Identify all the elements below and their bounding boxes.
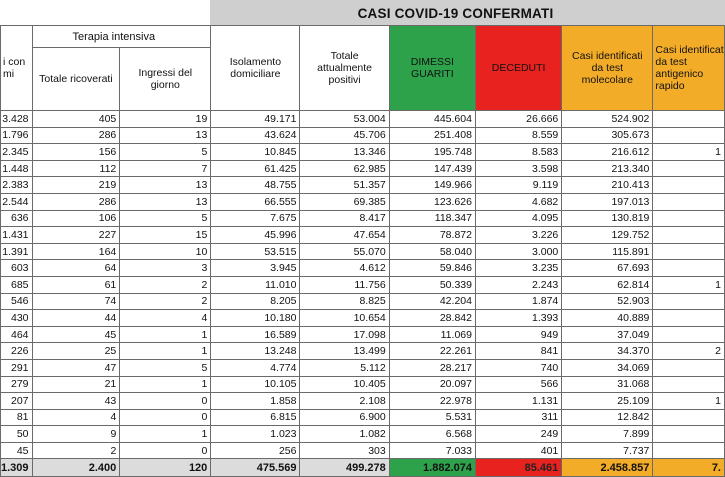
table-cell: 311 (475, 409, 561, 426)
table-cell: 34.370 (562, 343, 653, 360)
table-cell: 841 (475, 343, 561, 360)
table-cell: 1 (120, 426, 211, 443)
header-deceduti-text: DECEDUTI (491, 62, 546, 74)
total-cell: 7. (653, 459, 725, 477)
header-test-antigenico-text: Casi identificat da test antigenico rapido (655, 44, 724, 92)
table-cell: 5 (120, 144, 211, 161)
table-cell: 10 (120, 243, 211, 260)
table-cell: 279 (1, 376, 33, 393)
table-cell: 147.439 (389, 160, 475, 177)
table-cell: 3.598 (475, 160, 561, 177)
table-cell: 2.243 (475, 276, 561, 293)
table-cell (653, 326, 725, 343)
table-cell: 62.814 (562, 276, 653, 293)
table-cell: 11.069 (389, 326, 475, 343)
table-cell: 13.346 (300, 144, 389, 161)
table-cell: 6.815 (211, 409, 300, 426)
table-cell: 10.405 (300, 376, 389, 393)
table-cell: 62.985 (300, 160, 389, 177)
table-cell: 1.082 (300, 426, 389, 443)
table-cell: 2.383 (1, 177, 33, 194)
table-cell: 4.774 (211, 359, 300, 376)
header-dimessi (389, 26, 475, 111)
header-terapia-intensiva (32, 26, 211, 48)
table-cell: 286 (32, 127, 120, 144)
table-cell: 45.706 (300, 127, 389, 144)
table-cell: 6.900 (300, 409, 389, 426)
table-cell: 164 (32, 243, 120, 260)
table-row (1, 310, 725, 327)
table-cell: 1.391 (1, 243, 33, 260)
table-cell: 61.425 (211, 160, 300, 177)
table-cell: 1 (653, 144, 725, 161)
table-cell: 40.889 (562, 310, 653, 327)
header-ingressi-giorno (120, 48, 211, 111)
table-cell (653, 426, 725, 443)
table-cell: 227 (32, 227, 120, 244)
header-col0 (1, 26, 33, 111)
table-cell: 8.559 (475, 127, 561, 144)
table-cell: 0 (120, 442, 211, 459)
header-totale-positivi-text: Totale attualmente positivi (317, 50, 373, 86)
table-cell: 546 (1, 293, 33, 310)
table-cell: 226 (1, 343, 33, 360)
table-row (1, 426, 725, 443)
table-cell: 10.105 (211, 376, 300, 393)
table-row (1, 111, 725, 128)
table-row (1, 193, 725, 210)
table-cell: 3.235 (475, 260, 561, 277)
table-cell: 48.755 (211, 177, 300, 194)
table-cell: 7.033 (389, 442, 475, 459)
table-cell: 22.978 (389, 393, 475, 410)
table-cell: 1.131 (475, 393, 561, 410)
banner-title-text: CASI COVID-19 CONFERMATI (357, 6, 554, 21)
table-cell: 524.902 (562, 111, 653, 128)
table-row (1, 160, 725, 177)
table-cell: 8.825 (300, 293, 389, 310)
table-cell: 7 (120, 160, 211, 177)
table-cell (653, 127, 725, 144)
table-cell: 3.226 (475, 227, 561, 244)
table-row (1, 243, 725, 260)
table-cell: 118.347 (389, 210, 475, 227)
table-cell: 112 (32, 160, 120, 177)
table-cell: 1.431 (1, 227, 33, 244)
table-cell: 50.339 (389, 276, 475, 293)
table-cell: 51.357 (300, 177, 389, 194)
table-cell: 42.204 (389, 293, 475, 310)
table-cell: 55.070 (300, 243, 389, 260)
table-cell: 19 (120, 111, 211, 128)
table-cell: 0 (120, 393, 211, 410)
table-cell: 21 (32, 376, 120, 393)
table-cell: 305.673 (562, 127, 653, 144)
header-isolamento-text: Isolamento domiciliare (229, 56, 282, 80)
table-cell: 11.010 (211, 276, 300, 293)
table-cell: 47 (32, 359, 120, 376)
table-cell: 4 (32, 409, 120, 426)
total-cell: 2.400 (32, 459, 120, 477)
total-cell: 2.458.857 (562, 459, 653, 477)
table-body (1, 111, 725, 477)
table-cell (653, 243, 725, 260)
header-col0-text: i con mi (3, 56, 26, 80)
table-cell (653, 359, 725, 376)
totals-row (1, 459, 725, 477)
table-cell: 45 (32, 326, 120, 343)
table-cell: 43 (32, 393, 120, 410)
table-cell: 2 (120, 293, 211, 310)
table-cell: 156 (32, 144, 120, 161)
table-row (1, 210, 725, 227)
table-cell: 2.108 (300, 393, 389, 410)
table-cell: 22.261 (389, 343, 475, 360)
banner-title (210, 0, 725, 26)
header-isolamento (211, 26, 300, 111)
table-cell: 44 (32, 310, 120, 327)
table-cell (653, 193, 725, 210)
table-cell: 1 (120, 376, 211, 393)
table-cell: 59.846 (389, 260, 475, 277)
table-row (1, 260, 725, 277)
table-cell: 37.049 (562, 326, 653, 343)
table-cell: 13 (120, 127, 211, 144)
table-cell: 43.624 (211, 127, 300, 144)
table-cell (653, 293, 725, 310)
header-dimessi-text: DIMESSI GUARITI (410, 56, 454, 80)
table-cell: 26.666 (475, 111, 561, 128)
table-cell: 53.004 (300, 111, 389, 128)
table-cell: 16.589 (211, 326, 300, 343)
table-cell (653, 160, 725, 177)
table-cell: 2.345 (1, 144, 33, 161)
total-cell: 120 (120, 459, 211, 477)
table-cell: 603 (1, 260, 33, 277)
total-cell: 1.882.074 (389, 459, 475, 477)
table-cell: 13 (120, 177, 211, 194)
table-row (1, 409, 725, 426)
table-cell: 405 (32, 111, 120, 128)
table-cell: 53.515 (211, 243, 300, 260)
table-cell: 949 (475, 326, 561, 343)
table-cell: 1.858 (211, 393, 300, 410)
table-cell: 13.499 (300, 343, 389, 360)
table-cell: 3.945 (211, 260, 300, 277)
table-cell: 74 (32, 293, 120, 310)
table-cell: 1.448 (1, 160, 33, 177)
table-cell: 61 (32, 276, 120, 293)
header-totale-ricoverati-text: Totale ricoverati (39, 73, 113, 85)
table-cell: 1 (653, 276, 725, 293)
table-cell: 25.109 (562, 393, 653, 410)
table-row (1, 127, 725, 144)
table-cell: 6.568 (389, 426, 475, 443)
table-cell: 740 (475, 359, 561, 376)
table-cell (653, 409, 725, 426)
table-cell: 5 (120, 210, 211, 227)
table-cell: 28.842 (389, 310, 475, 327)
table-cell: 9 (32, 426, 120, 443)
header-totale-ricoverati (32, 48, 120, 111)
table-cell: 10.845 (211, 144, 300, 161)
table-cell: 106 (32, 210, 120, 227)
table-cell (653, 260, 725, 277)
table-cell: 50 (1, 426, 33, 443)
table-cell: 78.872 (389, 227, 475, 244)
table-cell: 66.555 (211, 193, 300, 210)
table-cell: 4 (120, 310, 211, 327)
table-cell: 5 (120, 359, 211, 376)
table-cell: 8.417 (300, 210, 389, 227)
table-cell: 1 (120, 343, 211, 360)
table-cell: 1 (653, 393, 725, 410)
table-cell: 47.654 (300, 227, 389, 244)
table-cell: 34.069 (562, 359, 653, 376)
table-cell (653, 210, 725, 227)
table-cell: 636 (1, 210, 33, 227)
table-cell: 4.095 (475, 210, 561, 227)
total-cell: 499.278 (300, 459, 389, 477)
table-row (1, 144, 725, 161)
table-cell: 286 (32, 193, 120, 210)
table-cell: 5.531 (389, 409, 475, 426)
table-cell: 28.217 (389, 359, 475, 376)
table-cell: 64 (32, 260, 120, 277)
table-cell (653, 111, 725, 128)
table-cell: 2.544 (1, 193, 33, 210)
table-cell: 2 (32, 442, 120, 459)
table-cell: 5.112 (300, 359, 389, 376)
table-cell: 45 (1, 442, 33, 459)
table-cell: 1.796 (1, 127, 33, 144)
table-row (1, 343, 725, 360)
table-cell: 9.119 (475, 177, 561, 194)
table-cell: 67.693 (562, 260, 653, 277)
table-cell: 2 (120, 276, 211, 293)
total-cell: 475.569 (211, 459, 300, 477)
table-cell: 52.903 (562, 293, 653, 310)
table-cell: 216.612 (562, 144, 653, 161)
table-row (1, 393, 725, 410)
table-cell: 115.891 (562, 243, 653, 260)
table-cell: 12.842 (562, 409, 653, 426)
table-cell: 3.428 (1, 111, 33, 128)
table-row (1, 376, 725, 393)
table-cell (653, 310, 725, 327)
table-cell: 213.340 (562, 160, 653, 177)
table-cell: 195.748 (389, 144, 475, 161)
table-row (1, 293, 725, 310)
table-cell: 13.248 (211, 343, 300, 360)
table-cell: 149.966 (389, 177, 475, 194)
table-row (1, 442, 725, 459)
table-cell: 81 (1, 409, 33, 426)
table-cell: 13 (120, 193, 211, 210)
table-cell: 58.040 (389, 243, 475, 260)
table-cell: 685 (1, 276, 33, 293)
table-cell: 129.752 (562, 227, 653, 244)
header-test-molecolare-text: Casi identificati da test molecolare (572, 50, 643, 86)
table-cell: 0 (120, 409, 211, 426)
table-cell: 1.023 (211, 426, 300, 443)
table-cell: 464 (1, 326, 33, 343)
table-cell: 10.654 (300, 310, 389, 327)
table-cell: 8.583 (475, 144, 561, 161)
table-cell: 566 (475, 376, 561, 393)
table-cell: 25 (32, 343, 120, 360)
table-cell: 123.626 (389, 193, 475, 210)
table-cell: 1 (120, 326, 211, 343)
table-cell: 207 (1, 393, 33, 410)
table-cell: 17.098 (300, 326, 389, 343)
table-row (1, 326, 725, 343)
covid-table (0, 25, 725, 477)
total-cell: 1.309 (1, 459, 33, 477)
table-cell: 7.899 (562, 426, 653, 443)
table-cell: 8.205 (211, 293, 300, 310)
table-cell: 197.013 (562, 193, 653, 210)
table-cell (653, 227, 725, 244)
table-cell: 256 (211, 442, 300, 459)
table-cell: 20.097 (389, 376, 475, 393)
table-cell: 445.604 (389, 111, 475, 128)
table-cell (653, 376, 725, 393)
table-cell: 3.000 (475, 243, 561, 260)
table-cell: 210.413 (562, 177, 653, 194)
table-cell: 303 (300, 442, 389, 459)
header-test-molecolare (562, 26, 653, 111)
table-cell (653, 177, 725, 194)
table-cell: 291 (1, 359, 33, 376)
table-cell: 251.408 (389, 127, 475, 144)
header-terapia-intensiva-text: Terapia intensiva (72, 30, 156, 43)
table-cell: 219 (32, 177, 120, 194)
table-cell: 3 (120, 260, 211, 277)
table-cell: 1.393 (475, 310, 561, 327)
table-cell: 10.180 (211, 310, 300, 327)
table-row (1, 227, 725, 244)
table-cell: 69.385 (300, 193, 389, 210)
header-ingressi-giorno-text: Ingressi del giorno (138, 67, 193, 91)
table-cell: 4.612 (300, 260, 389, 277)
table-cell: 249 (475, 426, 561, 443)
header-deceduti (475, 26, 561, 111)
table-cell: 15 (120, 227, 211, 244)
table-cell: 31.068 (562, 376, 653, 393)
table-row (1, 177, 725, 194)
header-test-antigenico (653, 26, 725, 111)
table-cell: 7.737 (562, 442, 653, 459)
table-cell: 45.996 (211, 227, 300, 244)
table-row (1, 359, 725, 376)
table-cell: 401 (475, 442, 561, 459)
total-cell: 85.461 (475, 459, 561, 477)
table-cell: 49.171 (211, 111, 300, 128)
table-cell: 430 (1, 310, 33, 327)
table-cell: 2 (653, 343, 725, 360)
table-cell: 11.756 (300, 276, 389, 293)
table-cell: 7.675 (211, 210, 300, 227)
table-cell: 4.682 (475, 193, 561, 210)
table-row (1, 276, 725, 293)
header-totale-positivi (300, 26, 389, 111)
table-cell (653, 442, 725, 459)
table-cell: 1.874 (475, 293, 561, 310)
table-cell: 130.819 (562, 210, 653, 227)
